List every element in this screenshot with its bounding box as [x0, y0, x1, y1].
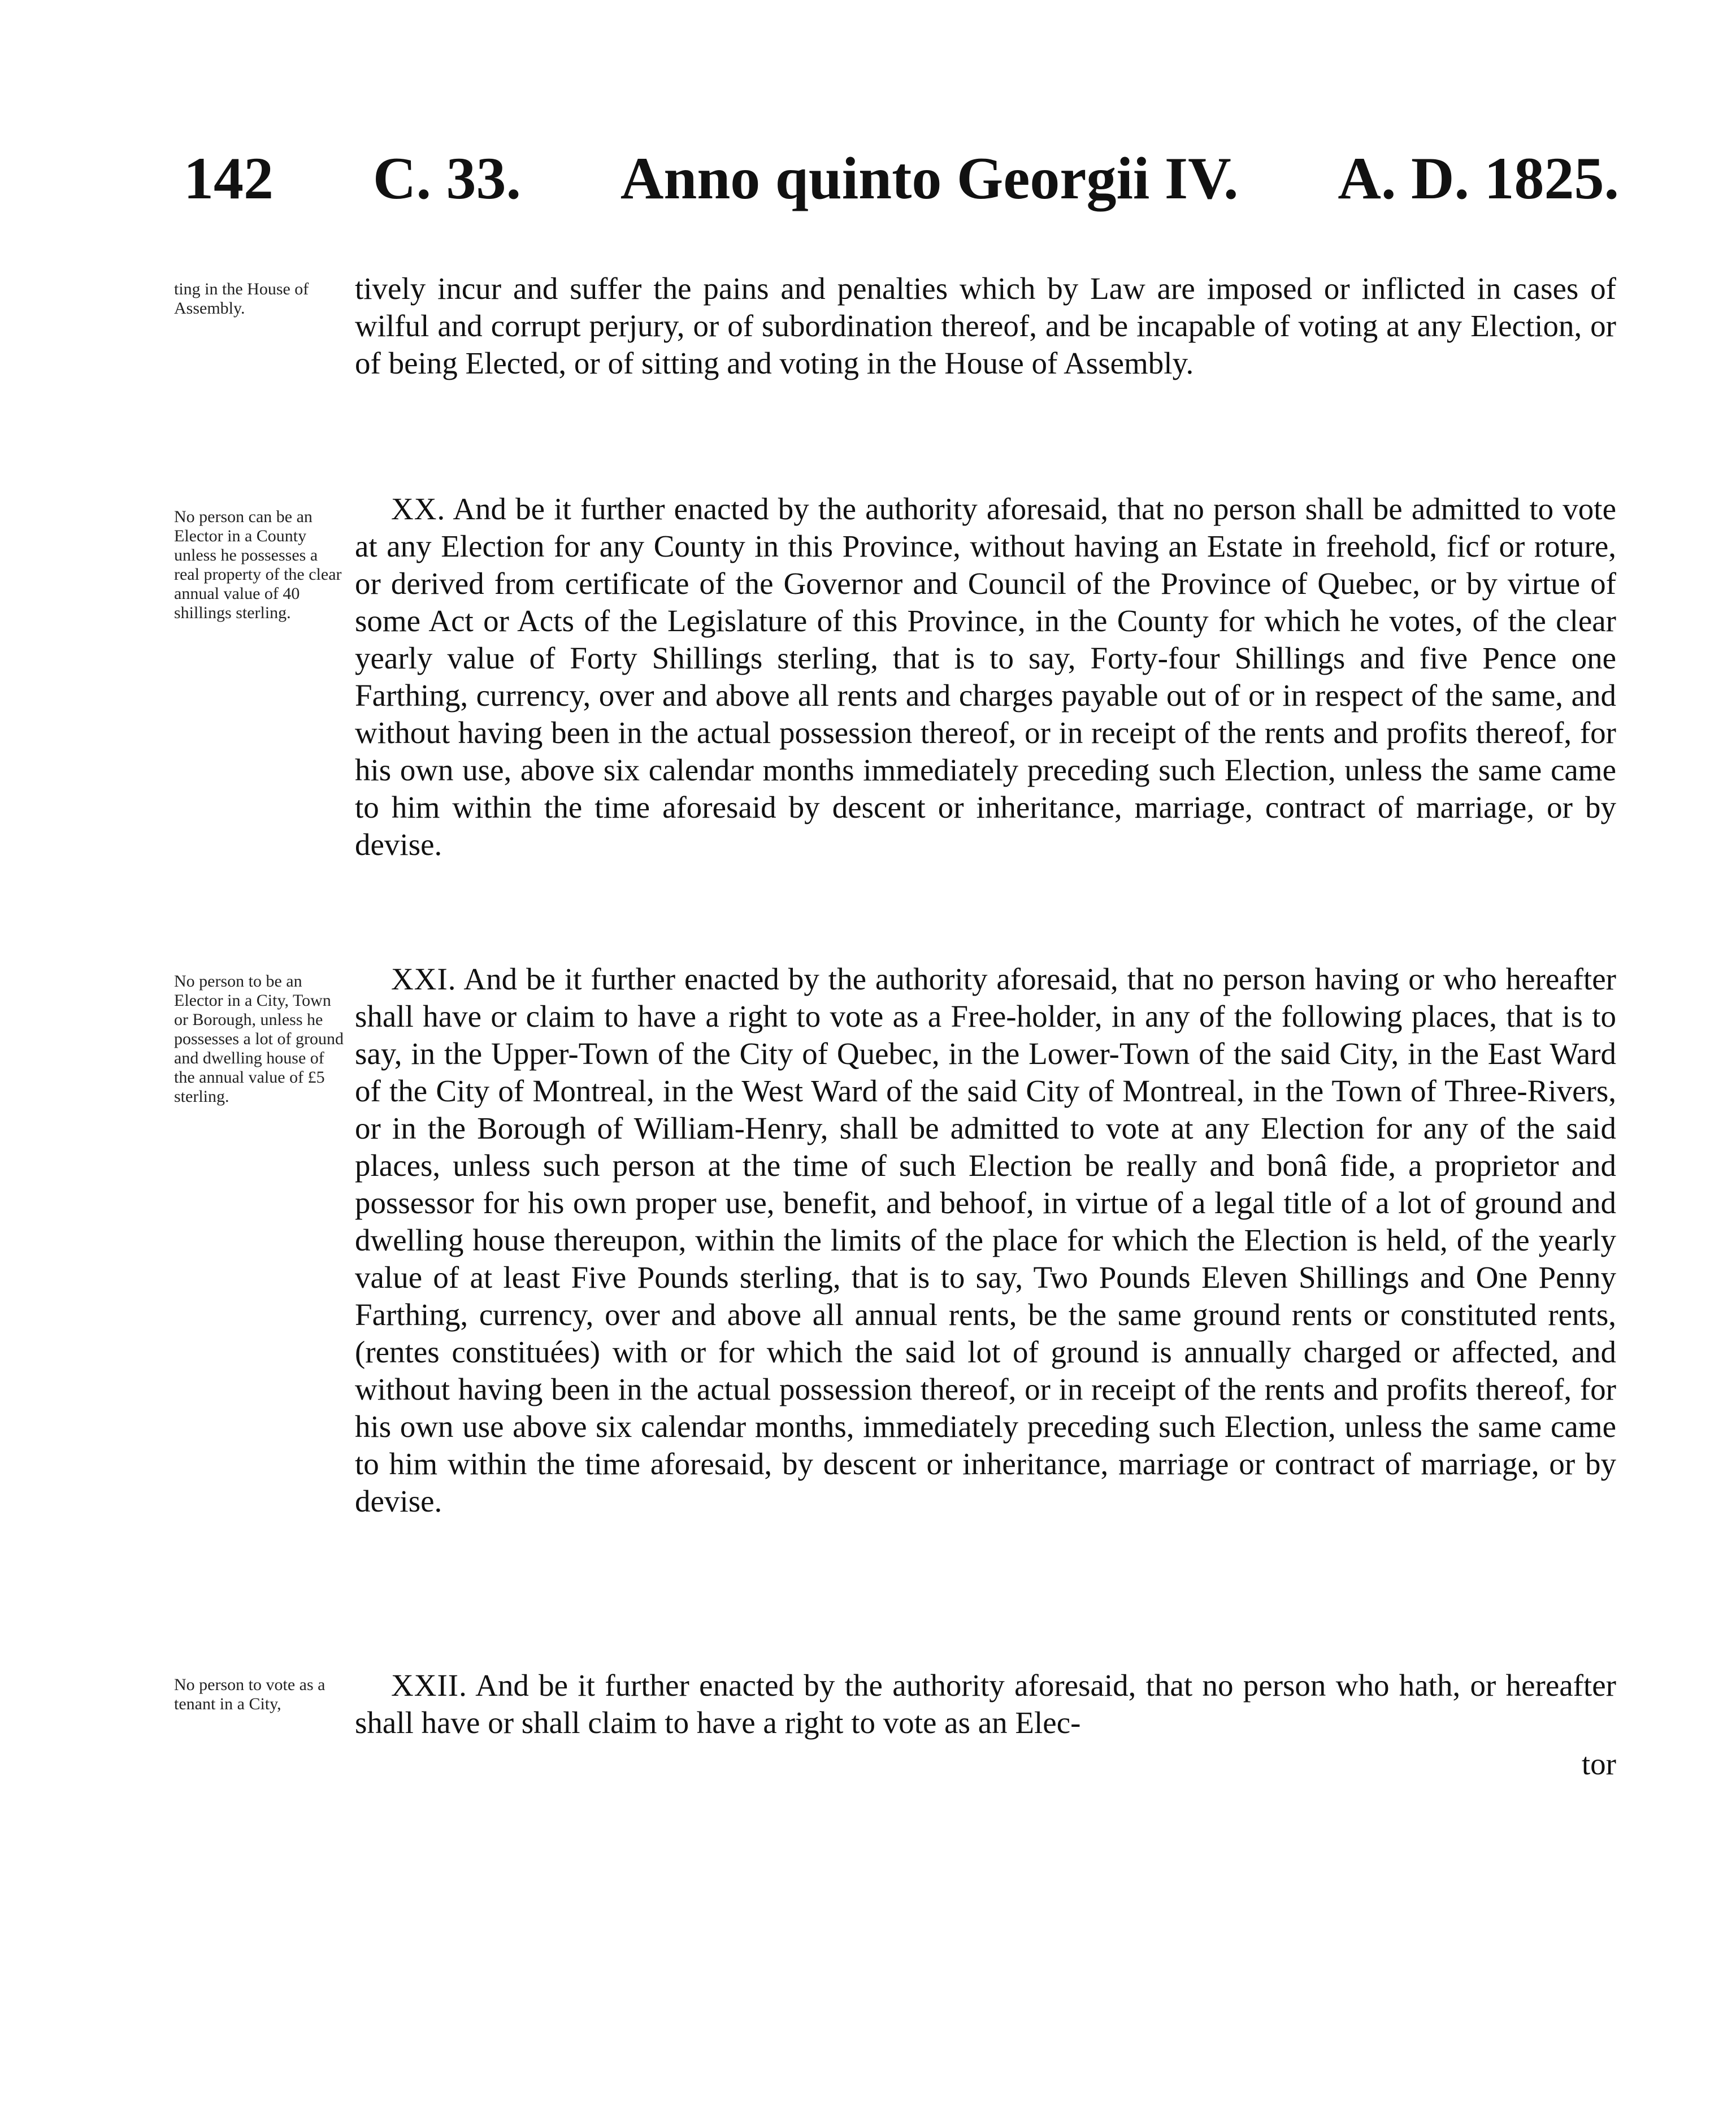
chapter-number: C. 33.	[372, 145, 521, 211]
section-number: XXI.	[391, 962, 457, 996]
paragraph-text: And be it further enacted by the authority aforesaid, that no person shall be admitted to vote at any Election for any County in this Province, without having an Estate in freehold, ficf or roture, or derived from certificate of the Governor and Council of the Province of Quebec, or by virtue of some Act or Acts of the Legislature of this Province, in the County for which he votes, of the clear yearly value of Forty Shillings sterling, that is to say, Forty-four Shillings and five Pence one Farthing, currency, over and above all rents and charges payable out of or in respect of the same, and without having been in the actual possession thereof, or in receipt of the rents and profits thereof, for his own use, above six calendar months immediately preceding such Election, unless the same came to him within the time aforesaid by descent or inheritance, marriage, contract of marriage, or by devise.	[355, 492, 1617, 862]
page-number: 142	[184, 145, 274, 211]
paragraph-text: tively incur and suffer the pains and penalties which by Law are imposed or inflicted in cases of wilful and corrupt perjury, or of subordination thereof, and be incapable of voting at any Election, or of being Elected, or of sitting and voting in the House of Assembly.	[355, 271, 1616, 380]
margin-note-county-elector: No person can be an Elector in a County unless he possesses a real property of the clear annual value of 40 shillings sterling.	[174, 507, 342, 622]
section-number: XX.	[391, 492, 446, 526]
paragraph-text: And be it further enacted by the authority aforesaid, that no person who hath, or hereafter shall have or shall claim to have a right to vote as an Elec-	[355, 1668, 1616, 1740]
year-label: A. D. 1825.	[1338, 145, 1619, 211]
section-xx	[355, 490, 1616, 863]
running-title: Anno quinto Georgii IV.	[620, 145, 1239, 211]
margin-note-tenant: No person to vote as a tenant in a City,	[174, 1675, 326, 1713]
section-xxii	[355, 1667, 1616, 1741]
page-header	[184, 144, 1619, 223]
paragraph-continuation	[355, 270, 1616, 382]
catchword: tor	[1581, 1747, 1616, 1781]
section-xxi	[355, 961, 1616, 1520]
margin-note-city-elector: No person to be an Elector in a City, Town or Borough, unless he possesses a lot of ground and dwelling house of the annual value of £5 sterling.	[174, 972, 344, 1106]
paragraph-text: And be it further enacted by the authority aforesaid, that no person having or who hereafter shall have or claim to have a right to vote as a Free-holder, in any of the following places, that is to say, in the Upper-Town of the City of Quebec, in the Lower-Town of the said City, in the East Ward of the City of Montreal, in the West Ward of the said City of Montreal, in the Town of Three-Rivers, or in the Borough of William-Henry, shall be admitted to vote at any Election for any of the said places, unless such person at the time of such Election be really and bonâ fide, a proprietor and possessor for his own proper use, benefit, and behoof, in virtue of a legal title of a lot of ground and dwelling house thereupon, within the limits of the place for which the Election is held, of the yearly value of at least Five Pounds sterling, that is to say, Two Pounds Eleven Shillings and One Penny Farthing, currency, over and above all annual rents, be the same ground rents or constituted rents, (rentes constituées) with or for which the said lot of ground is annually charged or affected, and without having been in the actual possession thereof, or in receipt of the rents and profits thereof, for his own use above six calendar months, immediately preceding such Election, unless the same came to him within the time aforesaid, by descent or inheritance, marriage or contract of marriage, or by devise.	[355, 962, 1616, 1518]
margin-note-assembly: ting in the House of Assembly.	[174, 280, 309, 318]
section-number: XXII.	[391, 1668, 467, 1703]
